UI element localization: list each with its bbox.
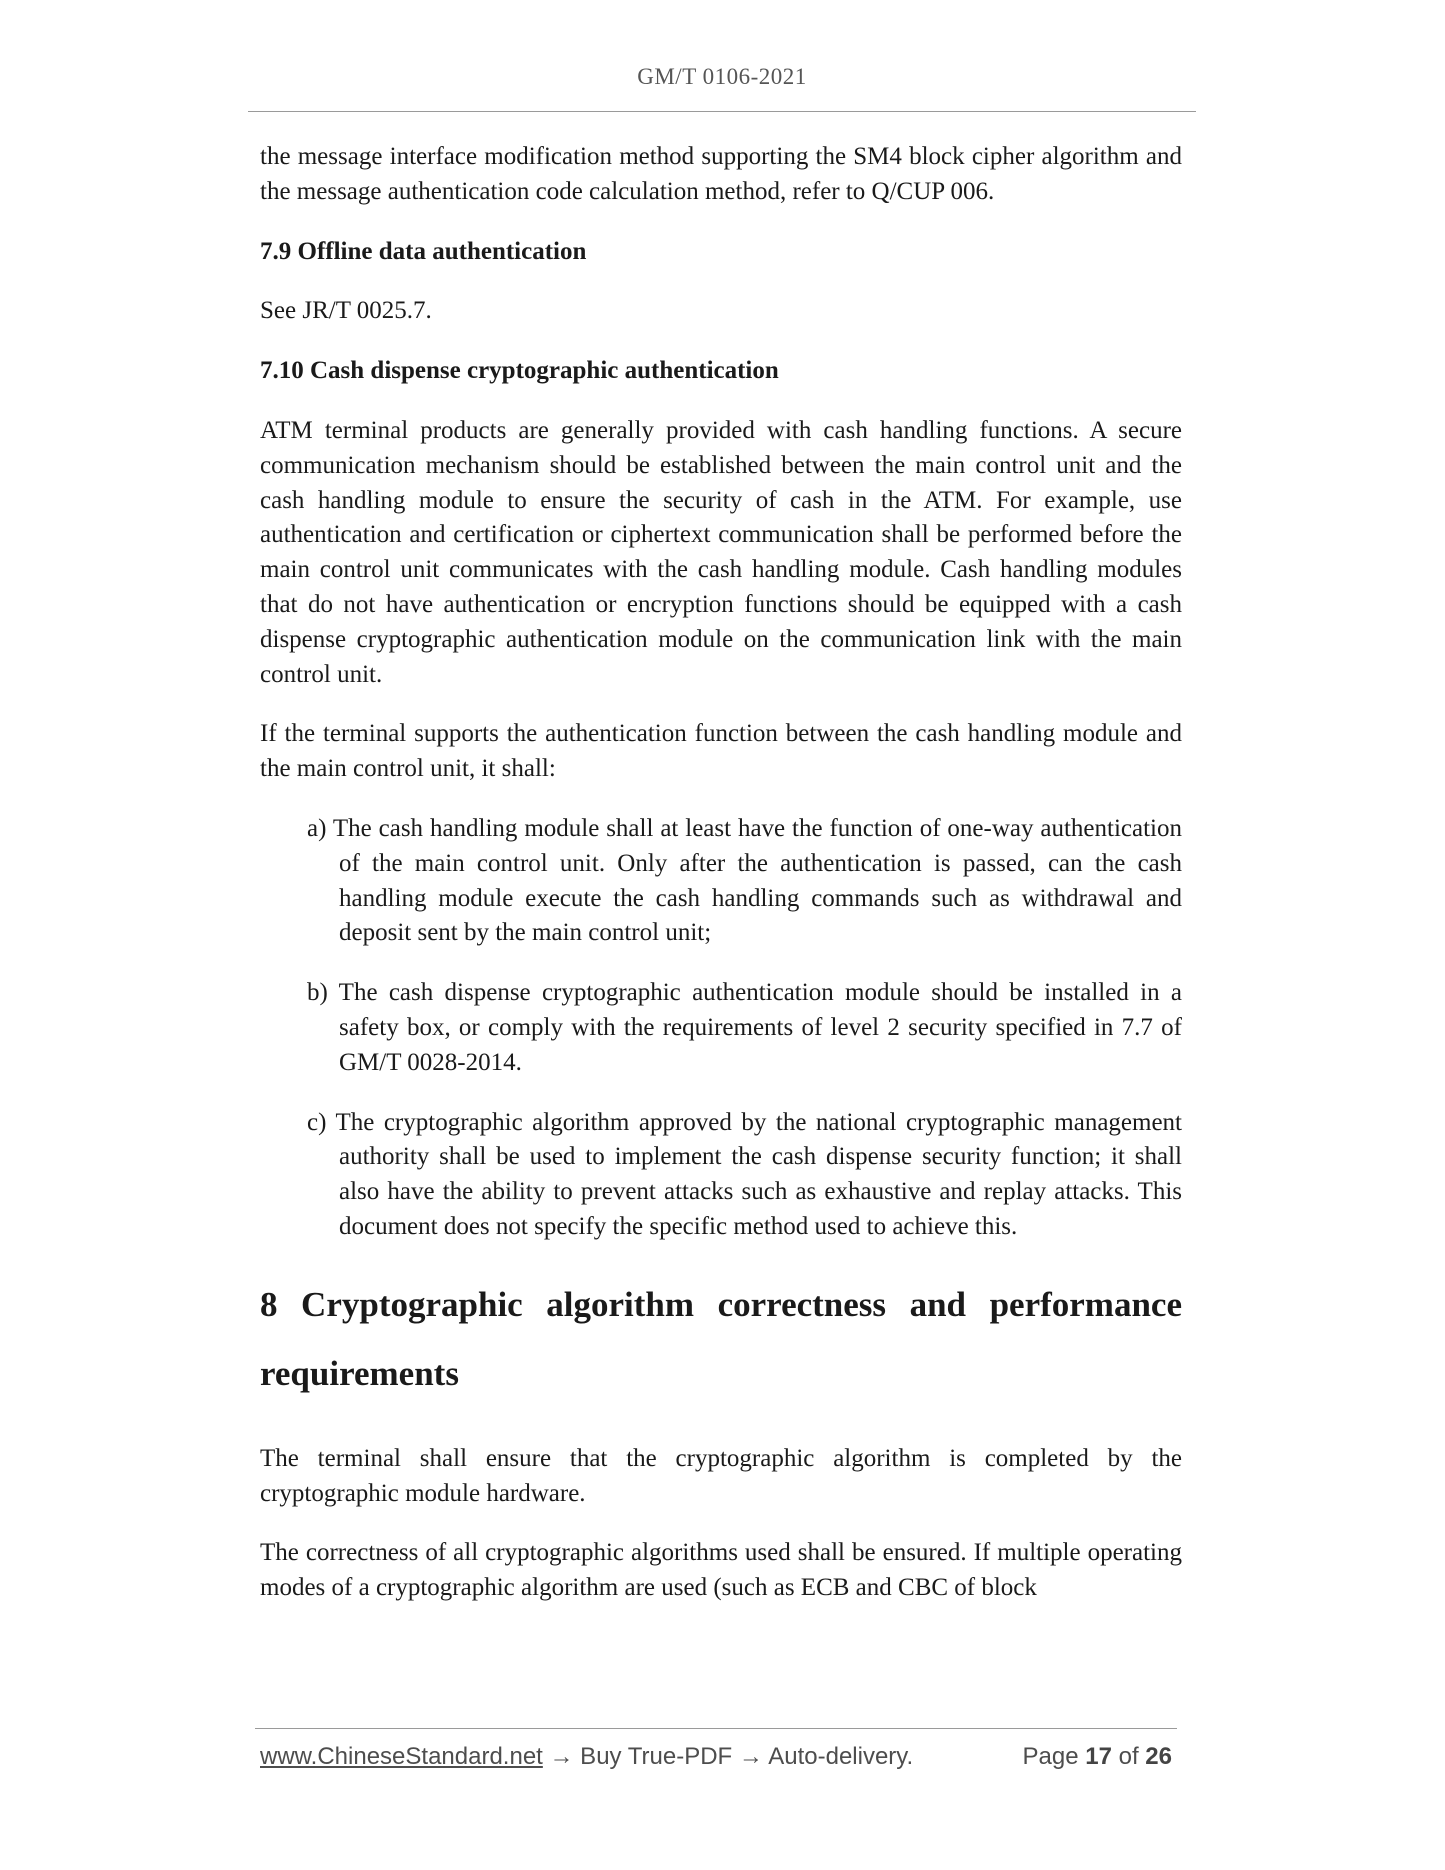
section-8-paragraph-1: The terminal shall ensure that the cryptographic algorithm is completed by the cryptographic module hardware. [260, 1444, 1182, 1507]
footer-promo [260, 1743, 913, 1771]
page-content [260, 140, 1182, 1631]
section-7-10-paragraph-1: ATM terminal products are generally provided with cash handling functions. A secure communication mechanism should be established between the main control unit and the cash handling module to ensure the security of cash in the ATM. For example, use authentication and certification or ciphertext communication shall be performed before the main control unit communicates with the cash handling module. Cash handling modules that do not have authentication or encryption functions should be equipped with a cash dispense cryptographic authentication module on the communication link with the main control unit. [260, 416, 1182, 688]
running-header: GM/T 0106-2021 [637, 64, 807, 89]
page-footer [260, 1743, 1172, 1777]
list-item-b: b) The cash dispense cryptographic authentication module should be installed in a safety box, or comply with the requirements of level 2 security specified in 7.7 of GM/T 0028-2014. [307, 979, 1182, 1076]
page-current: 17 [1085, 1743, 1112, 1770]
page-label: Page [1022, 1743, 1079, 1770]
page-number [1023, 1743, 1173, 1771]
page-of: of [1118, 1743, 1139, 1770]
section-8-heading: 8 Cryptographic algorithm correctness and performance requirements [260, 1284, 1182, 1393]
header-divider [248, 111, 1196, 112]
section-7-10-paragraph-2: If the terminal supports the authentication function between the cash handling module and the main control unit, it shall: [260, 720, 1182, 783]
intro-paragraph: the message interface modification method supporting the SM4 block cipher algorithm and the message authentication code calculation method, refer to Q/CUP 006. [260, 143, 1182, 205]
list-item-c: c) The cryptographic algorithm approved by the national cryptographic management authority shall be used to implement the cash dispense security function; it shall also have the ability to prevent attacks such as exhaustive and replay attacks. This document does not specify the specific method used to achieve this. [307, 1108, 1182, 1240]
section-7-10-heading: 7.10 Cash dispense cryptographic authentication [260, 357, 779, 385]
page-total: 26 [1145, 1743, 1172, 1770]
website-link[interactable]: www.ChineseStandard.net [260, 1743, 543, 1770]
section-7-9-text: See JR/T 0025.7. [260, 297, 432, 325]
section-7-9-heading: 7.9 Offline data authentication [260, 237, 587, 265]
section-8-paragraph-2: The correctness of all cryptographic algorithms used shall be ensured. If multiple operating modes of a cryptographic algorithm are used (such as ECB and CBC of block [260, 1539, 1182, 1602]
footer-promo-text: → Buy True-PDF → Auto-delivery. [542, 1743, 914, 1770]
list-item-a: a) The cash handling module shall at least have the function of one-way authentication of the main control unit. Only after the authentication is passed, can the cash handling module execute the cash handling commands such as withdrawal and deposit sent by the main control unit; [307, 814, 1182, 947]
footer-divider [255, 1728, 1177, 1729]
